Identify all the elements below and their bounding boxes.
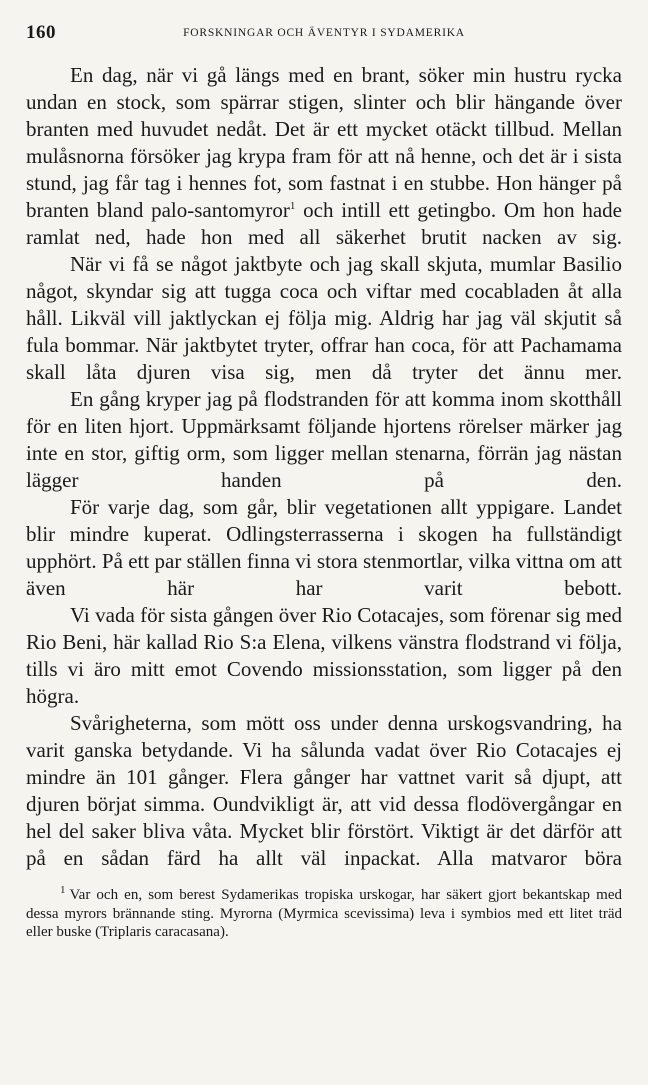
paragraph-1-text-b: och intill ett getingbo. Om hon hade ramlat ned, hade hon med all säkerhet brutit nacken av sig.: [26, 198, 622, 249]
footnote-reference: 1: [289, 200, 296, 212]
footnote: [26, 886, 622, 942]
footnote-mark: 1: [60, 884, 66, 896]
running-head: FORSKNINGAR OCH ÄVENTYR I SYDAMERIKA: [183, 27, 465, 39]
paragraph-3: En gång kryper jag på flodstranden för att komma inom skotthåll för en liten hjort. Uppmärksamt följande hjortens rörelser märker jag inte en stor, giftig orm, som ligger mellan stenarna, förrän jag nästan lägger handen på den.: [26, 387, 622, 492]
page-header: [26, 18, 622, 48]
page-number: 160: [26, 22, 56, 43]
book-page: [26, 18, 622, 1068]
paragraph-1-text-a: En dag, när vi gå längs med en brant, söker min hustru rycka undan en stock, som spärrar stigen, slinter och blir hängande över branten med huvudet nedåt. Det är ett mycket otäckt tillbud. Mellan mulåsnorna försöker jag krypa fram för att nå henne, och det är i sista stund, jag får tag i hennes fot, som fastnat i en stubbe. Hon hänger på branten bland palo-santomyror: [26, 63, 622, 222]
body-text: [26, 62, 622, 872]
paragraph-5: Vi vada för sista gången över Rio Cotacajes, som förenar sig med Rio Beni, här kallad Rio S:a Elena, vilkens vänstra flodstrand vi följa, tills vi äro mitt emot Covendo missionsstation, som ligger på den högra.: [26, 603, 622, 708]
paragraph-6: Svårigheterna, som mött oss under denna urskogsvandring, ha varit ganska betydande. Vi ha sålunda vadat över Rio Cotacajes ej mindre än 101 gånger. Flera gånger har vattnet varit så djupt, att djuren börjat simma. Oundvikligt är, att vid dessa flodövergångar en hel del saker bliva våta. Mycket blir förstört. Viktigt är det därför att på en sådan färd ha allt väl inpackat. Alla matvaror böra: [26, 711, 622, 870]
footnote-block: [26, 886, 622, 942]
footnote-text: Var och en, som berest Sydamerikas tropiska urskogar, har säkert gjort bekantskap med dessa myrors brännande sting. Myrorna (Myrmica scevissima) leva i symbios med ett litet träd eller buske (Triplaris caracasana).: [26, 887, 622, 940]
paragraph-1: [26, 62, 622, 251]
paragraph-2: När vi få se något jaktbyte och jag skall skjuta, mumlar Basilio något, skyndar sig att tugga coca och viftar med cocabladen åt alla håll. Likväl vill jaktlyckan ej följa mig. Aldrig har jag väl skjutit så fula bommar. När jaktbytet tryter, offrar han coca, för att Pachamama skall låta djuren visa sig, men då tryter det ännu mer.: [26, 252, 622, 384]
paragraph-4: För varje dag, som går, blir vegetationen allt yppigare. Landet blir mindre kuperat. Odlingsterrasserna i skogen ha fullständigt upphört. På ett par ställen finna vi stora stenmortlar, vilka vittna om att även här har varit bebott.: [26, 495, 622, 600]
